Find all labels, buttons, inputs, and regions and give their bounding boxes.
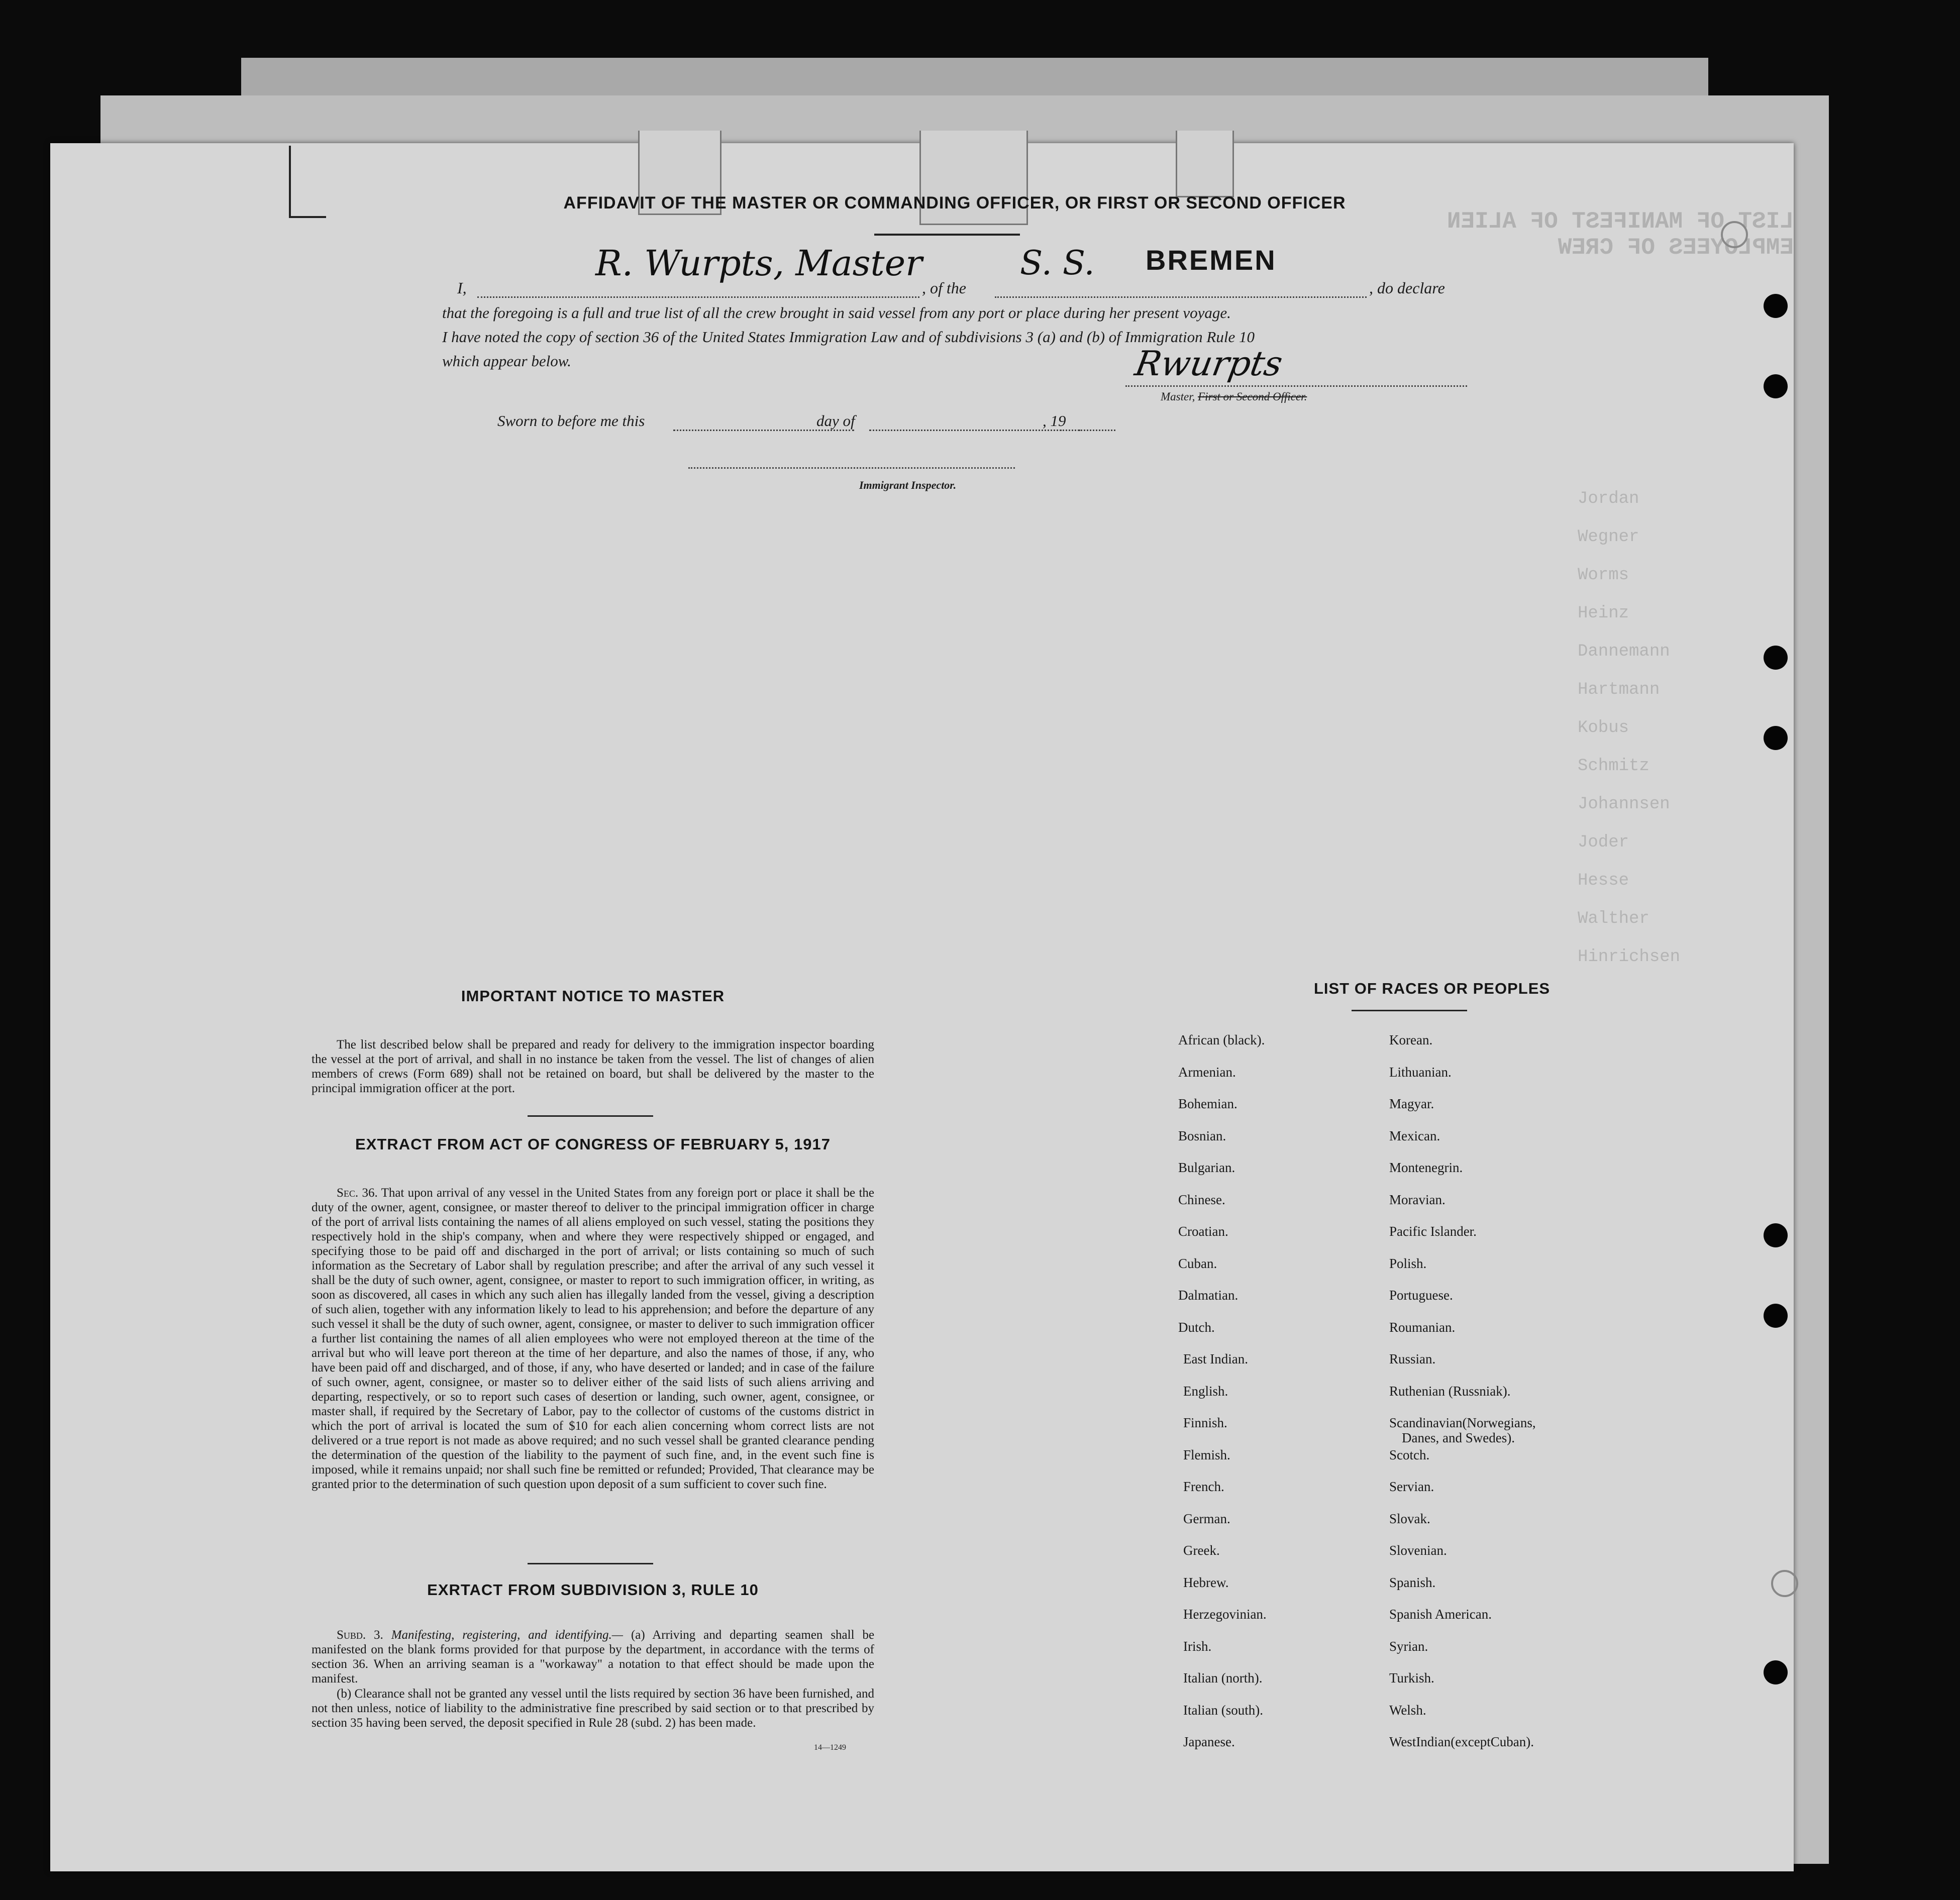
race-item: Chinese. [1178,1192,1225,1207]
race-item: Croatian. [1178,1224,1228,1239]
race-item: Armenian. [1178,1064,1236,1080]
race-item: Flemish. [1183,1447,1230,1462]
race-item: German. [1183,1511,1230,1526]
sworn-year: , 19 [1043,412,1066,430]
sworn-day-of: day of [816,412,855,430]
race-item: Welsh. [1389,1702,1426,1718]
bleed-through-name: Walther [1578,909,1649,928]
races-title: LIST OF RACES OR PEOPLES [1313,980,1551,997]
race-item: Herzegovinian. [1183,1607,1267,1622]
race-item: Hebrew. [1183,1574,1229,1590]
bleed-through-name: Johannsen [1578,795,1670,814]
race-item: WestIndian(exceptCuban). [1389,1734,1534,1749]
race-item: Bulgarian. [1178,1160,1235,1175]
bleed-through-name: Schmitz [1578,757,1649,776]
notice-title: IMPORTANT NOTICE TO MASTER [461,987,725,1005]
race-item: Bohemian. [1178,1096,1237,1111]
bleed-through-name: Joder [1578,833,1629,852]
race-item: Turkish. [1389,1670,1434,1685]
binder-hole [1764,294,1788,318]
act-text: That upon arrival of any vessel in the United States from any foreign port or place it shall be the duty of the owner, agent, consignee, or master thereof to deliver to the principal immigration officer in charge of the port of arrival lists containing the names of all aliens employed on such vessel, stating the positions they respectively hold in the ship's company, when and where they were respectively shipped or engaged, and specifying those to be paid off and discharged in the port of arrival; or lists containing so much of such information as the Secretary of Labor shall by regulation prescribe; and after the arrival of any such vessel it shall be the duty of such owner, agent, consignee, or master to report to such immigration officer, in writing, as soon as discovered, all cases in which any such alien has illegally landed from the vessel, giving a description of such alien, together with any information likely to lead to his apprehension; and before the departure of any such vessel it shall be the duty of such owner, agent, consignee, or master to deliver to such immigration officer a further list containing the names of all alien employees who were not employed thereon at the time of the arrival but who will leave port thereon at the time of her departure, and also the names of those, if any, who have been paid off and discharged, and of those, if any, who have deserted or landed; and in case of the failure of such owner, agent, consignee, or master so to deliver either of the said lists of such aliens arriving and departing, respectively, or so to report such cases of desertion or landing, such owner, agent, consignee, or master shall, if required by the Secretary of Labor, pay to the collector of customs of the customs district in which the port of arrival is located the sum of $10 for each alien concerning whom correct lists are not delivered or a true report is not made as above required; and no such vessel shall be granted clearance pending the determination of the question of the liability to the payment of such fine, and, in the event such fine is imposed, while it remains unpaid; nor shall such fine be remitted or refunded; Provided, That clearance may be granted prior to the determination of such question upon deposit of a sum sufficient to cover such fine. [312,1186,874,1491]
ship-name-line [995,296,1367,298]
act-title: EXTRACT FROM ACT OF CONGRESS OF FEBRUARY 5, 1917 [355,1135,831,1153]
race-item: Cuban. [1178,1255,1217,1271]
title-underline [874,234,1020,236]
binder-hole [1764,1223,1788,1247]
signature-caption-struck: First or Second Officer. [1198,390,1307,403]
race-item: Scotch. [1389,1447,1430,1462]
binder-hole [1764,646,1788,670]
bleed-through-name: Hesse [1578,871,1629,890]
binder-hole [1764,726,1788,750]
race-item: English. [1183,1383,1228,1399]
bleed-through-name: Wegner [1578,527,1639,547]
signature-caption [1161,390,1307,403]
corner-bracket [289,146,326,218]
ship-prefix: S. S. [1020,244,1095,282]
race-item: Montenegrin. [1389,1160,1463,1175]
race-item: Dutch. [1178,1319,1215,1335]
bleed-through-names [1578,480,1680,976]
race-item: Russian. [1389,1351,1436,1366]
bleed-through-header: LIST OF MANIFEST OF ALIEN EMPLOYEES OF CREW [1447,208,1794,261]
race-item: Japanese. [1183,1734,1235,1749]
race-item: Italian (north). [1183,1670,1263,1685]
race-item: Magyar. [1389,1096,1434,1111]
master-name: R. Wurpts, Master [595,243,922,284]
binder-ring [1721,221,1748,248]
race-item: African (black). [1178,1032,1265,1047]
race-item: Dalmatian. [1178,1288,1239,1303]
race-item: Pacific Islander. [1389,1224,1477,1239]
race-item: Scandinavian(Norwegians, [1389,1415,1536,1430]
race-item: Ruthenian (Russniak). [1389,1383,1511,1399]
races-divider [1352,1010,1467,1011]
bleed-through-name: Hartmann [1578,680,1660,699]
race-item: Lithuanian. [1389,1064,1452,1080]
i-label: I, [457,279,467,297]
rule-title: EXRTACT FROM SUBDIVISION 3, RULE 10 [427,1581,759,1599]
binder-hole [1764,374,1788,398]
race-item: Slovenian. [1389,1543,1447,1558]
inspector-signature-line [688,467,1015,469]
act-sec-label: Sec. 36. [337,1186,378,1200]
race-item: Servian. [1389,1479,1434,1494]
race-item: Polish. [1389,1255,1427,1271]
rule-subd-label: Subd. 3. [337,1628,383,1642]
race-item: Spanish American. [1389,1607,1492,1622]
race-item: Syrian. [1389,1638,1428,1654]
form-sheet [50,143,1794,1871]
rule-paragraph-a [312,1628,874,1686]
declaration-line-1: that the foregoing is a full and true list of all the crew brought in said vessel from any port or place during her present voyage. [442,304,1231,322]
binder-ring [1771,1570,1798,1597]
race-item: Slovak. [1389,1511,1430,1526]
act-paragraph [312,1186,874,1492]
race-item: Greek. [1183,1543,1220,1558]
affidavit-title: AFFIDAVIT OF THE MASTER OR COMMANDING OFFICER, OR FIRST OR SECOND OFFICER [563,193,1346,213]
race-item: East Indian. [1183,1351,1248,1366]
race-item: Danes, and Swedes). [1402,1430,1515,1445]
signature-caption-master: Master, [1161,390,1195,403]
signature-line [1125,385,1467,387]
rule-text-a: (a) Arriving and departing seamen shall be manifested on the blank forms provided for that purpose by the department, in accordance with the terms of section 36. When an arriving seaman is a "workaway" a notation to that effect should be made upon the manifest. [312,1628,875,1685]
act-divider [528,1563,653,1564]
race-item: French. [1183,1479,1224,1494]
top-tab-right [1176,131,1234,197]
bleed-through-name: Heinz [1578,604,1629,623]
notice-text: The list described below shall be prepared and ready for delivery to the immigration inspector boarding the vessel at the port of arrival, and shall in no instance be taken from the vessel. The list of changes of alien members of crews (Form 689) shall not be retained on board, but shall be delivered by the master to the principal immigration officer at the port. [312,1038,874,1095]
race-item: Portuguese. [1389,1288,1453,1303]
race-item: Irish. [1183,1638,1212,1654]
race-item: Finnish. [1183,1415,1227,1430]
bleed-through-name: Jordan [1578,489,1639,508]
inspector-caption: Immigrant Inspector. [859,479,957,491]
rule-text-b: (b) Clearance shall not be granted any vessel until the lists required by section 36 have been furnished, and not then unless, notice of liability to the administrative fine prescribed by said section or to that prescribed by section 35 having been served, the deposit specified in Rule 28 (subd. 2) has been made. [312,1687,874,1730]
sworn-year-line [1060,430,1115,431]
race-item: Roumanian. [1389,1319,1456,1335]
ship-name: BREMEN [1146,244,1277,276]
declaration-line-2: I have noted the copy of section 36 of the United States Immigration Law and of subdivisions 3 (a) and (b) of Immigration Rule 10 [442,328,1255,346]
notice-divider [528,1115,653,1117]
binder-hole [1764,1304,1788,1328]
rule-heading: Manifesting, registering, and identifying.— [391,1628,624,1642]
sworn-prefix: Sworn to before me this [497,412,645,430]
race-item: Moravian. [1389,1192,1446,1207]
race-item: Mexican. [1389,1128,1440,1143]
race-item: Bosnian. [1178,1128,1226,1143]
binder-hole [1764,1660,1788,1684]
bleed-through-name: Dannemann [1578,642,1670,661]
form-number: 14—1249 [814,1743,846,1752]
declaration-line-3: which appear below. [442,352,571,370]
race-item: Spanish. [1389,1574,1436,1590]
bleed-through-name: Kobus [1578,718,1629,737]
bleed-through-name: Worms [1578,566,1629,585]
race-item: Italian (south). [1183,1702,1263,1718]
master-signature: Rwurpts [1132,344,1286,384]
race-item: Korean. [1389,1032,1433,1047]
of-the-label: , of the [922,279,966,297]
do-declare-label: , do declare [1369,279,1445,297]
bleed-through-name: Hinrichsen [1578,947,1681,967]
master-name-line [477,296,919,298]
